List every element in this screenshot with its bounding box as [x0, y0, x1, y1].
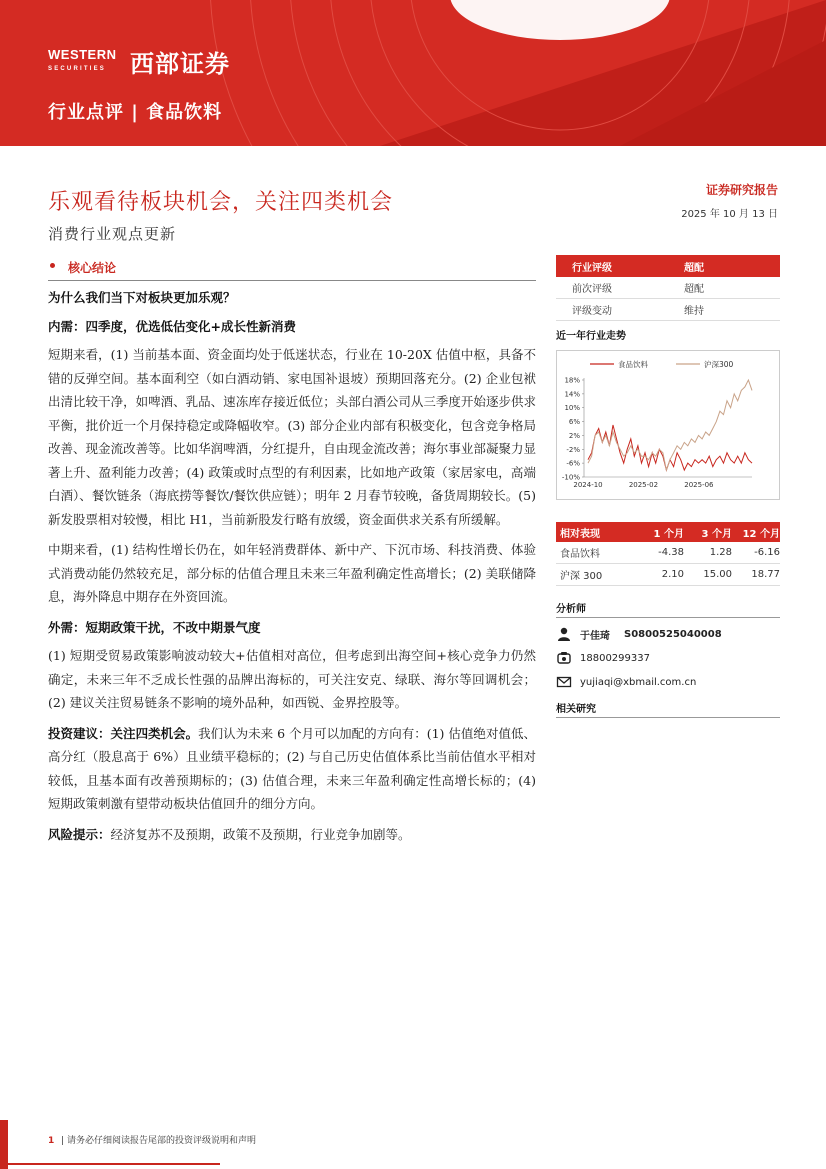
bullet-icon: [50, 263, 55, 268]
related-research-title: 相关研究: [556, 704, 596, 715]
report-date: 2025 年 10 月 13 日: [681, 209, 778, 220]
external-heading: 外需：短期政策干扰，不改中期景气度: [48, 619, 261, 635]
person-icon: [556, 626, 572, 642]
footer-disclaimer: | 请务必仔细阅读报告尾部的投资评级说明和声明: [61, 1136, 257, 1146]
investment-advice: 投资建议：关注四类机会。我们认为未来 6 个月可以加配的方向有：(1) 估值绝对值低、高分红（股息高于 6%）且业绩平稳标的；(2) 与自己历史估值体系比当前估值水平相对较低，且基本面有改善预期标的；(3) 估值合理，未来三年盈利确定性高增长标的；(4) 短期政策刺激有望带动板块估值回升的细分方向。: [48, 725, 536, 811]
footer-accent: [0, 1120, 8, 1169]
legend-label: 沪深300: [704, 360, 734, 369]
question-heading: 为什么我们当下对板块更加乐观？: [48, 290, 236, 305]
analyst-title: 分析师: [556, 604, 586, 615]
rating-row: 评级变动 维持: [556, 299, 780, 321]
performance-row: 沪深 300 2.10 15.00 18.77: [556, 564, 780, 586]
short-term-paragraph: 短期来看，(1) 当前基本面、资金面均处于低迷状态，行业在 10-20X 估值中枢，具备不错的反弹空间。基本面利空（如白酒动销、家电国补退坡）预期回落充分。(2) 企业包袱出清比较干净，如啤酒、乳品、速冻库存接近低位；头部白酒公司从三季度开始逐步供求平衡，批价近一个月保持稳定或降幅收窄。(3) 部分企业内部有积极变化，包含竞争格局改善、现金流改善等。比如华润啤酒，分红提升，自由现金流改善；海尔事业部凝聚力显著上升、盈利能力改善；(4) 政策或时点型的有利因素，比如地产政策（家居家电，高端白酒）、餐饮链条（海底捞等餐饮/餐饮供应链）；明年 2 月春节较晚，备货周期较长。(5) 新发股票相对较慢，相比 H1，当前新股发行略有放缓，资金面供求关系有所缓解。: [48, 347, 536, 527]
analyst-email-row: yujiaqi@xbmail.com.cn: [556, 674, 696, 690]
email-icon: [556, 674, 572, 690]
y-tick-label: 6%: [568, 418, 580, 427]
y-tick-label: -6%: [566, 459, 580, 468]
trend-title: 近一年行业走势: [556, 331, 626, 342]
report-title: 乐观看待板块机会，关注四类机会: [48, 190, 394, 215]
phone-icon: [556, 650, 572, 666]
main-body: [48, 286, 536, 853]
risk-warning: 风险提示：经济复苏不及预期，政策不及预期，行业竞争加剧等。: [48, 826, 411, 842]
trend-chart: [556, 350, 780, 500]
mid-term-paragraph: 中期来看，(1) 结构性增长仍在，如年轻消费群体、新中产、下沉市场、科技消费、体验式消费动能仍然较充足，部分标的估值合理且未来三年盈利确定性高增长；(2) 美联储降息，海外降息中期存在外资回流。: [48, 542, 536, 604]
x-tick-label: 2025-06: [684, 481, 714, 489]
logo: [48, 44, 230, 79]
report-subtitle: 消费行业观点更新: [48, 225, 177, 243]
page-number: 1: [48, 1136, 55, 1146]
performance-table: [556, 522, 780, 586]
rating-head: 行业评级 超配: [556, 255, 780, 277]
rating-table: [556, 255, 780, 321]
x-tick-label: 2024-10: [573, 481, 603, 489]
logo-cn: 西部证券: [130, 50, 230, 78]
report-category: 行业点评 | 食品饮料: [48, 102, 223, 123]
y-tick-label: 14%: [564, 390, 580, 399]
footer: [48, 1133, 256, 1146]
legend-label: 食品饮料: [618, 360, 648, 369]
header-banner: [0, 0, 826, 146]
report-type: 证券研究报告: [705, 183, 778, 197]
y-tick-label: 10%: [564, 404, 580, 413]
footer-rule: [0, 1163, 220, 1165]
analyst-name-row: 于佳琦 S0800525040008: [556, 626, 722, 642]
y-tick-label: 2%: [568, 431, 580, 440]
x-tick-label: 2025-02: [628, 481, 659, 489]
y-tick-label: -2%: [566, 445, 580, 454]
rating-row: 前次评级 超配: [556, 277, 780, 299]
analyst-phone-row: 18800299337: [556, 650, 650, 666]
performance-row: 食品饮料 -4.38 1.28 -6.16: [556, 542, 780, 564]
core-conclusion-header: 核心结论: [48, 255, 536, 281]
domestic-heading: 内需：四季度，优选低估变化+成长性新消费: [48, 318, 296, 334]
performance-head: 相对表现 1 个月 3 个月 12 个月: [556, 522, 780, 542]
y-tick-label: 18%: [564, 376, 580, 385]
external-paragraph: (1) 短期受贸易政策影响波动较大+估值相对高位，但考虑到出海空间+核心竞争力仍然确定，未来三年不乏成长性强的品牌出海标的，可关注安克、绿联、海尔等回调机会；(2) 建议关注贸易链条不影响的境外品种，如西锐、金界控股等。: [48, 648, 536, 710]
divider: [556, 617, 780, 618]
y-tick-label: -10%: [561, 473, 580, 482]
logo-en: WESTERN SECURITIES: [48, 46, 117, 72]
divider: [556, 717, 780, 718]
